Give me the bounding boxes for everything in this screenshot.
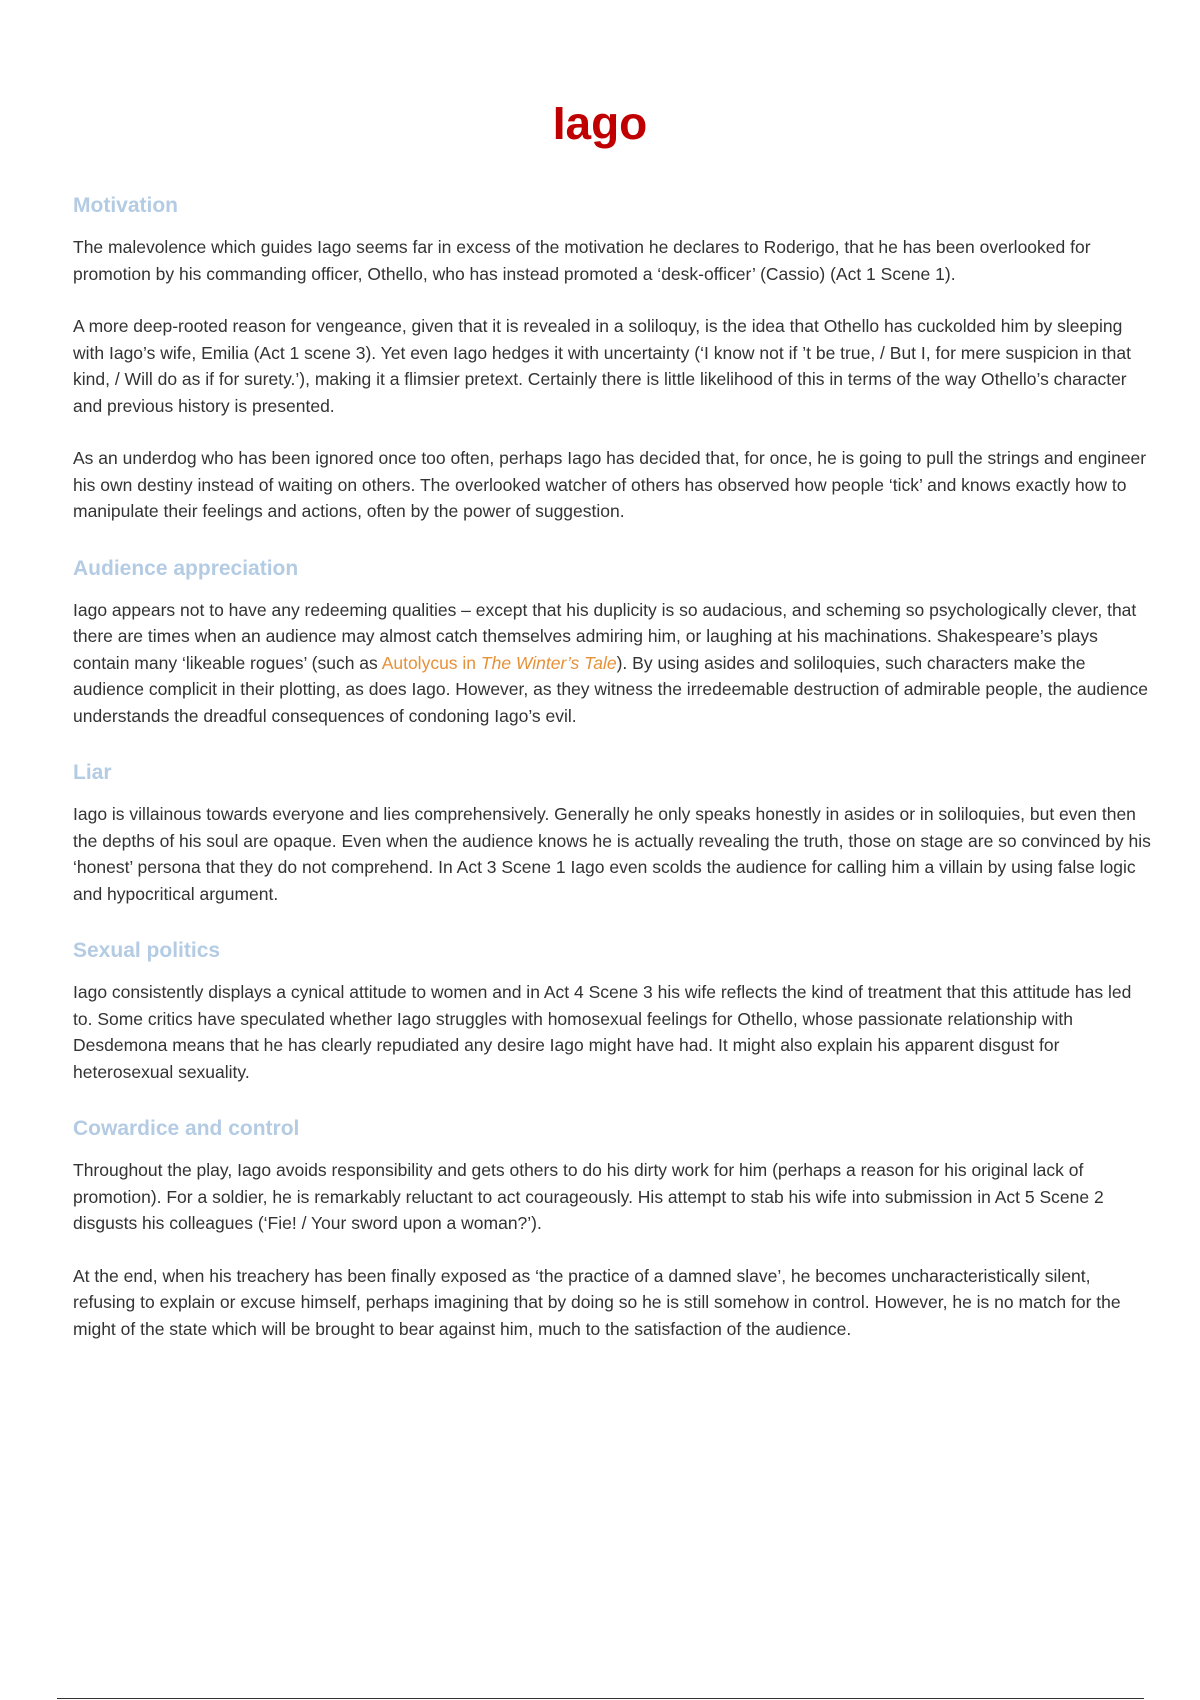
section-liar [73, 759, 1153, 907]
section-sexual-politics [73, 937, 1153, 1085]
paragraph: As an underdog who has been ignored once too often, perhaps Iago has decided that, for once, he is going to pull the strings and engineer his own destiny instead of waiting on others. The overlooked watcher of others has observed how people ‘tick’ and knows exactly how to manipulate their feelings and actions, often by the power of suggestion. [73, 448, 1147, 521]
page-title: Iago [552, 97, 648, 149]
document-body [73, 192, 1153, 1368]
paragraph: Iago consistently displays a cynical attitude to women and in Act 4 Scene 3 his wife reflects the kind of treatment that this attitude has led to. Some critics have speculated whether Iago struggles with homosexual feelings for Othello, whose passionate relationship with Desdemona means that he has clearly repudiated any desire Iago might have had. It might also explain his apparent disgust for heterosexual sexuality. [73, 982, 1132, 1082]
paragraph-text: ). By using asides and soliloquies, such characters make the audience complicit in their plotting, as does Iago. However, as they witness the irredeemable destruction of admirable people, the audience understands the dreadful consequences of condoning Iago’s evil. [73, 652, 1148, 726]
paragraph: The malevolence which guides Iago seems far in excess of the motivation he declares to Roderigo, that he has been overlooked for promotion by his commanding officer, Othello, who has instead promoted a ‘desk-officer’ (Cassio) (Act 1 Scene 1). [73, 237, 1091, 284]
paragraph: At the end, when his treachery has been finally exposed as ‘the practice of a damned slave’, he becomes uncharacteristically silent, refusing to explain or excuse himself, perhaps imagining that by doing so he is still somehow in control. However, he is no match for the might of the state which will be brought to bear against him, much to the satisfaction of the audience. [73, 1265, 1121, 1339]
link-text: Autolycus in [381, 652, 481, 673]
footer-divider [57, 1698, 1144, 1699]
paragraph: Iago is villainous towards everyone and lies comprehensively. Generally he only speaks honestly in asides or in soliloquies, but even then the depths of his soul are opaque. Even when the audience knows he is actually revealing the truth, those on stage are so convinced by his ‘honest’ persona that they do not comprehend. In Act 3 Scene 1 Iago even scolds the audience for calling him a villain by using false logic and hypocritical argument. [73, 804, 1151, 904]
section-heading: Liar [73, 761, 112, 784]
section-motivation [73, 192, 1153, 525]
winters-tale-link[interactable] [382, 653, 617, 673]
section-heading: Audience appreciation [73, 556, 299, 580]
section-audience-appreciation [73, 555, 1153, 730]
section-heading: Motivation [73, 194, 178, 217]
paragraph: A more deep-rooted reason for vengeance, given that it is revealed in a soliloquy, is the idea that Othello has cuckolded him by sleeping with Iago’s wife, Emilia (Act 1 scene 3). Yet even Iago hedges it with uncertainty (‘I know not if ’t be true, / But I, for mere suspicion in that kind, / Will do as if for surety.’), making it a flimsier pretext. Certainly there is little likelihood of this in terms of the way Othello’s character and previous history is presented. [73, 316, 1131, 416]
section-cowardice-and-control [73, 1115, 1153, 1342]
section-heading: Cowardice and control [73, 1117, 300, 1140]
paragraph-text: Iago appears not to have any redeeming qualities – except that his duplicity is so audacious, and scheming so psychologically clever, that there are times when an audience may almost catch themselves admiring him, or laughing at his machinations. Shakespeare’s plays contain many ‘likeable rogues’ (such as [73, 599, 1137, 673]
link-play-title: The Winter’s Tale [480, 652, 617, 673]
paragraph [73, 597, 1153, 730]
section-heading: Sexual politics [73, 939, 221, 962]
paragraph: Throughout the play, Iago avoids responsibility and gets others to do his dirty work for him (perhaps a reason for his original lack of promotion). For a soldier, he is remarkably reluctant to act courageously. His attempt to stab his wife into submission in Act 5 Scene 2 disgusts his colleagues (‘Fie! / Your sword upon a woman?’). [73, 1160, 1104, 1233]
